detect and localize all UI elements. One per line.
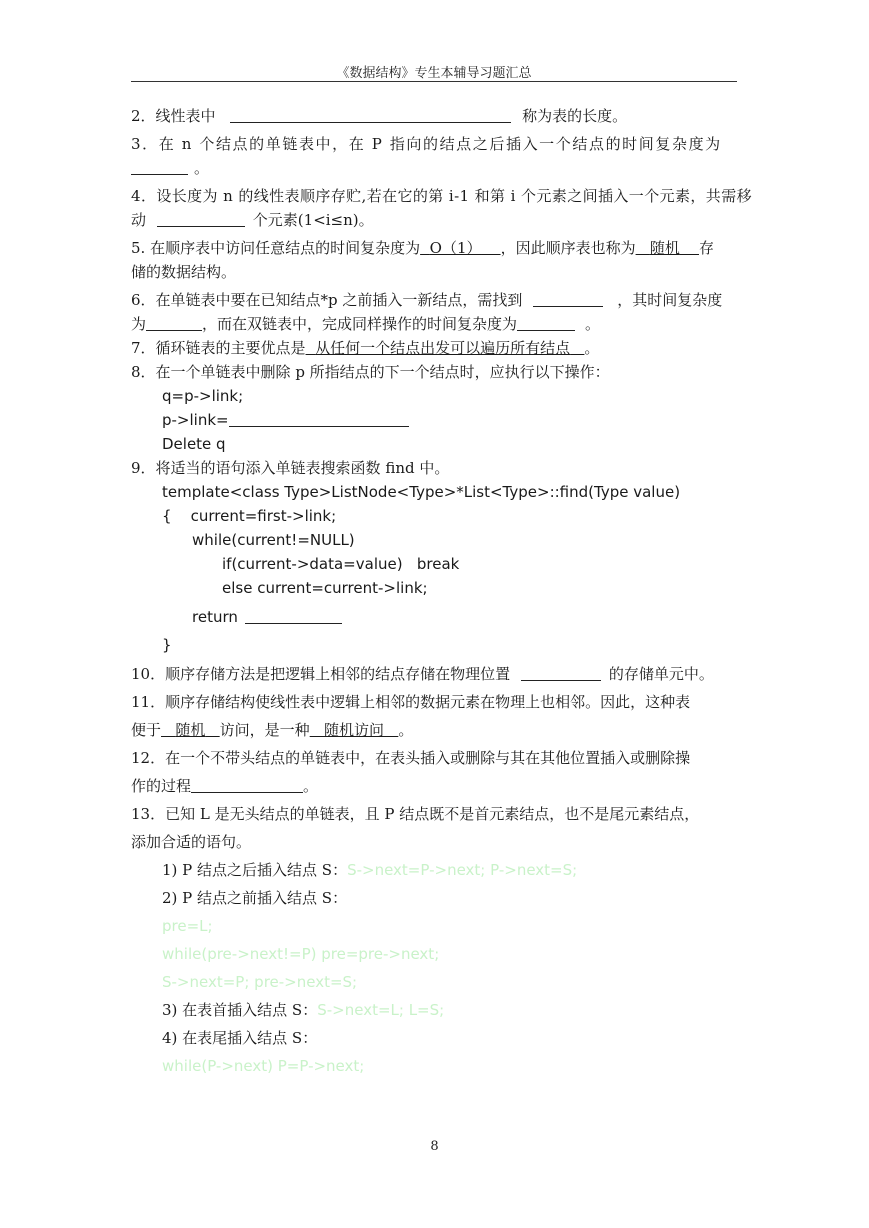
document-body: [131, 104, 752, 1078]
q7-text: 7．循环链表的主要优点是: [131, 339, 306, 357]
answer-blank: [131, 159, 188, 175]
q2-text: 2．线性表中: [131, 107, 216, 125]
q8-code-text: p->link=: [162, 411, 229, 429]
q8-code-line-1: q=p->link;: [162, 387, 244, 405]
question-5-line-2: 储的数据结构。: [131, 263, 237, 281]
q7-answer: 从任何一个结点出发可以遍历所有结点: [315, 339, 571, 357]
q10-text-end: 的存储单元中。: [608, 665, 714, 683]
q13-sub-3-answer: S->next=L; L=S;: [317, 1001, 445, 1019]
q7-text-end: 。: [584, 339, 600, 357]
q11-answer-1: 随机: [175, 721, 206, 739]
q9-code-line-7: }: [162, 636, 172, 654]
q13-sub-2-answer-1: pre=L;: [162, 917, 213, 935]
question-11-line-2: [131, 718, 741, 742]
q13-sub-1-label: 1) P 结点之后插入结点 S：: [162, 861, 348, 879]
question-6-line-1: [131, 288, 741, 312]
question-8-line-1: 8．在一个单链表中删除 p 所指结点的下一个结点时，应执行以下操作：: [131, 363, 610, 381]
question-3-line-2: [131, 156, 741, 180]
question-12-line-2: [131, 774, 741, 798]
answer-blank: [521, 665, 601, 681]
q13-sub-1: [131, 858, 741, 882]
question-10: [131, 662, 741, 686]
q9-code-line-1: template<class Type>ListNode<Type>*List<Type>::find(Type value): [162, 483, 681, 501]
q9-code-text: return: [192, 608, 238, 626]
header-rule: [131, 81, 737, 82]
q5-text-2: ，因此顺序表也称为: [500, 239, 636, 257]
question-3-line-1: 3．在 n 个结点的单链表中，在 P 指向的结点之后插入一个结点的时间复杂度为: [131, 135, 722, 153]
q12-text: 作的过程: [131, 777, 192, 795]
q6-text-3: 为: [131, 315, 147, 333]
answer-blank: [245, 608, 342, 624]
q3-end: 。: [194, 159, 210, 177]
q13-sub-4-answer: while(P->next) P=P->next;: [162, 1057, 365, 1075]
q5-answer-2: 随机: [649, 239, 680, 257]
question-7: [131, 336, 741, 360]
answer-blank: [191, 777, 303, 793]
question-2: [131, 104, 741, 128]
answer-blank: [157, 211, 245, 227]
question-11-line-1: 11．顺序存储结构使线性表中逻辑上相邻的数据元素在物理上也相邻。因此，这种表: [131, 693, 691, 711]
q11-text: 便于: [131, 721, 162, 739]
q13-sub-2-answer-2: while(pre->next!=P) pre=pre->next;: [162, 945, 440, 963]
q13-sub-1-answer: S->next=P->next; P->next=S;: [347, 861, 578, 879]
page-header: 《数据结构》专生本辅导习题汇总: [336, 66, 532, 81]
q13-sub-3: [131, 998, 741, 1022]
q8-code-line-3: Delete q: [162, 435, 226, 453]
q6-text-2: ，其时间复杂度: [617, 291, 723, 309]
q5-text: 5. 在顺序表中访问任意结点的时间复杂度为: [131, 239, 421, 257]
answer-blank: [517, 315, 575, 331]
q13-sub-2-answer-3: S->next=P; pre->next=S;: [162, 973, 358, 991]
q11-text-2: 访问，是一种: [219, 721, 310, 739]
q10-text: 10．顺序存储方法是把逻辑上相邻的结点存储在物理位置: [131, 665, 511, 683]
q11-answer-2: 随机访问: [323, 721, 384, 739]
question-4-line-1: 4．设长度为 n 的线性表顺序存贮,若在它的第 i-1 和第 i 个元素之间插入一个元素，共需移: [131, 187, 752, 205]
q11-text-end: 。: [398, 721, 414, 739]
q13-sub-2: 2) P 结点之前插入结点 S：: [162, 889, 348, 907]
answer-blank: [146, 315, 202, 331]
q5-text-3: 存: [698, 239, 714, 257]
q6-text-end: 。: [585, 315, 601, 333]
answer-blank: [230, 107, 511, 123]
question-13-line-1: 13．已知 L 是无头结点的单链表，且 P 结点既不是首元素结点，也不是尾元素结点，: [131, 805, 700, 823]
q4-text: 动: [131, 211, 147, 229]
q6-text: 6．在单链表中要在已知结点*p 之前插入一新结点，需找到: [131, 291, 523, 309]
question-9-line-1: 9．将适当的语句添入单链表搜索函数 find 中。: [131, 459, 450, 477]
q13-sub-4: 4) 在表尾插入结点 S：: [162, 1029, 318, 1047]
q6-text-4: ，而在双链表中，完成同样操作的时间复杂度为: [202, 315, 518, 333]
q5-answer-1: O（1）: [429, 239, 482, 257]
q12-text-end: 。: [303, 777, 319, 795]
q9-code-line-2: { current=first->link;: [162, 507, 337, 525]
question-13-line-2: 添加合适的语句。: [131, 833, 252, 851]
question-5-line-1: [131, 236, 741, 260]
q2-text-end: 称为表的长度。: [522, 107, 628, 125]
question-6-line-2: [131, 312, 741, 336]
q8-code-line-2: [131, 408, 741, 432]
q13-sub-3-label: 3) 在表首插入结点 S：: [162, 1001, 318, 1019]
question-12-line-1: 12．在一个不带头结点的单链表中，在表头插入或删除与其在其他位置插入或删除操: [131, 749, 691, 767]
q9-code-line-4: if(current->data=value) break: [222, 555, 460, 573]
q9-code-line-3: while(current!=NULL): [192, 531, 355, 549]
page-number: 8: [430, 1139, 439, 1154]
answer-blank: [533, 291, 603, 307]
q4-text-end: 个元素(1<i≤n)。: [252, 211, 374, 229]
q9-code-line-6: [131, 605, 741, 629]
q9-code-line-5: else current=current->link;: [222, 579, 428, 597]
question-4-line-2: [131, 208, 741, 232]
answer-blank: [229, 411, 409, 427]
